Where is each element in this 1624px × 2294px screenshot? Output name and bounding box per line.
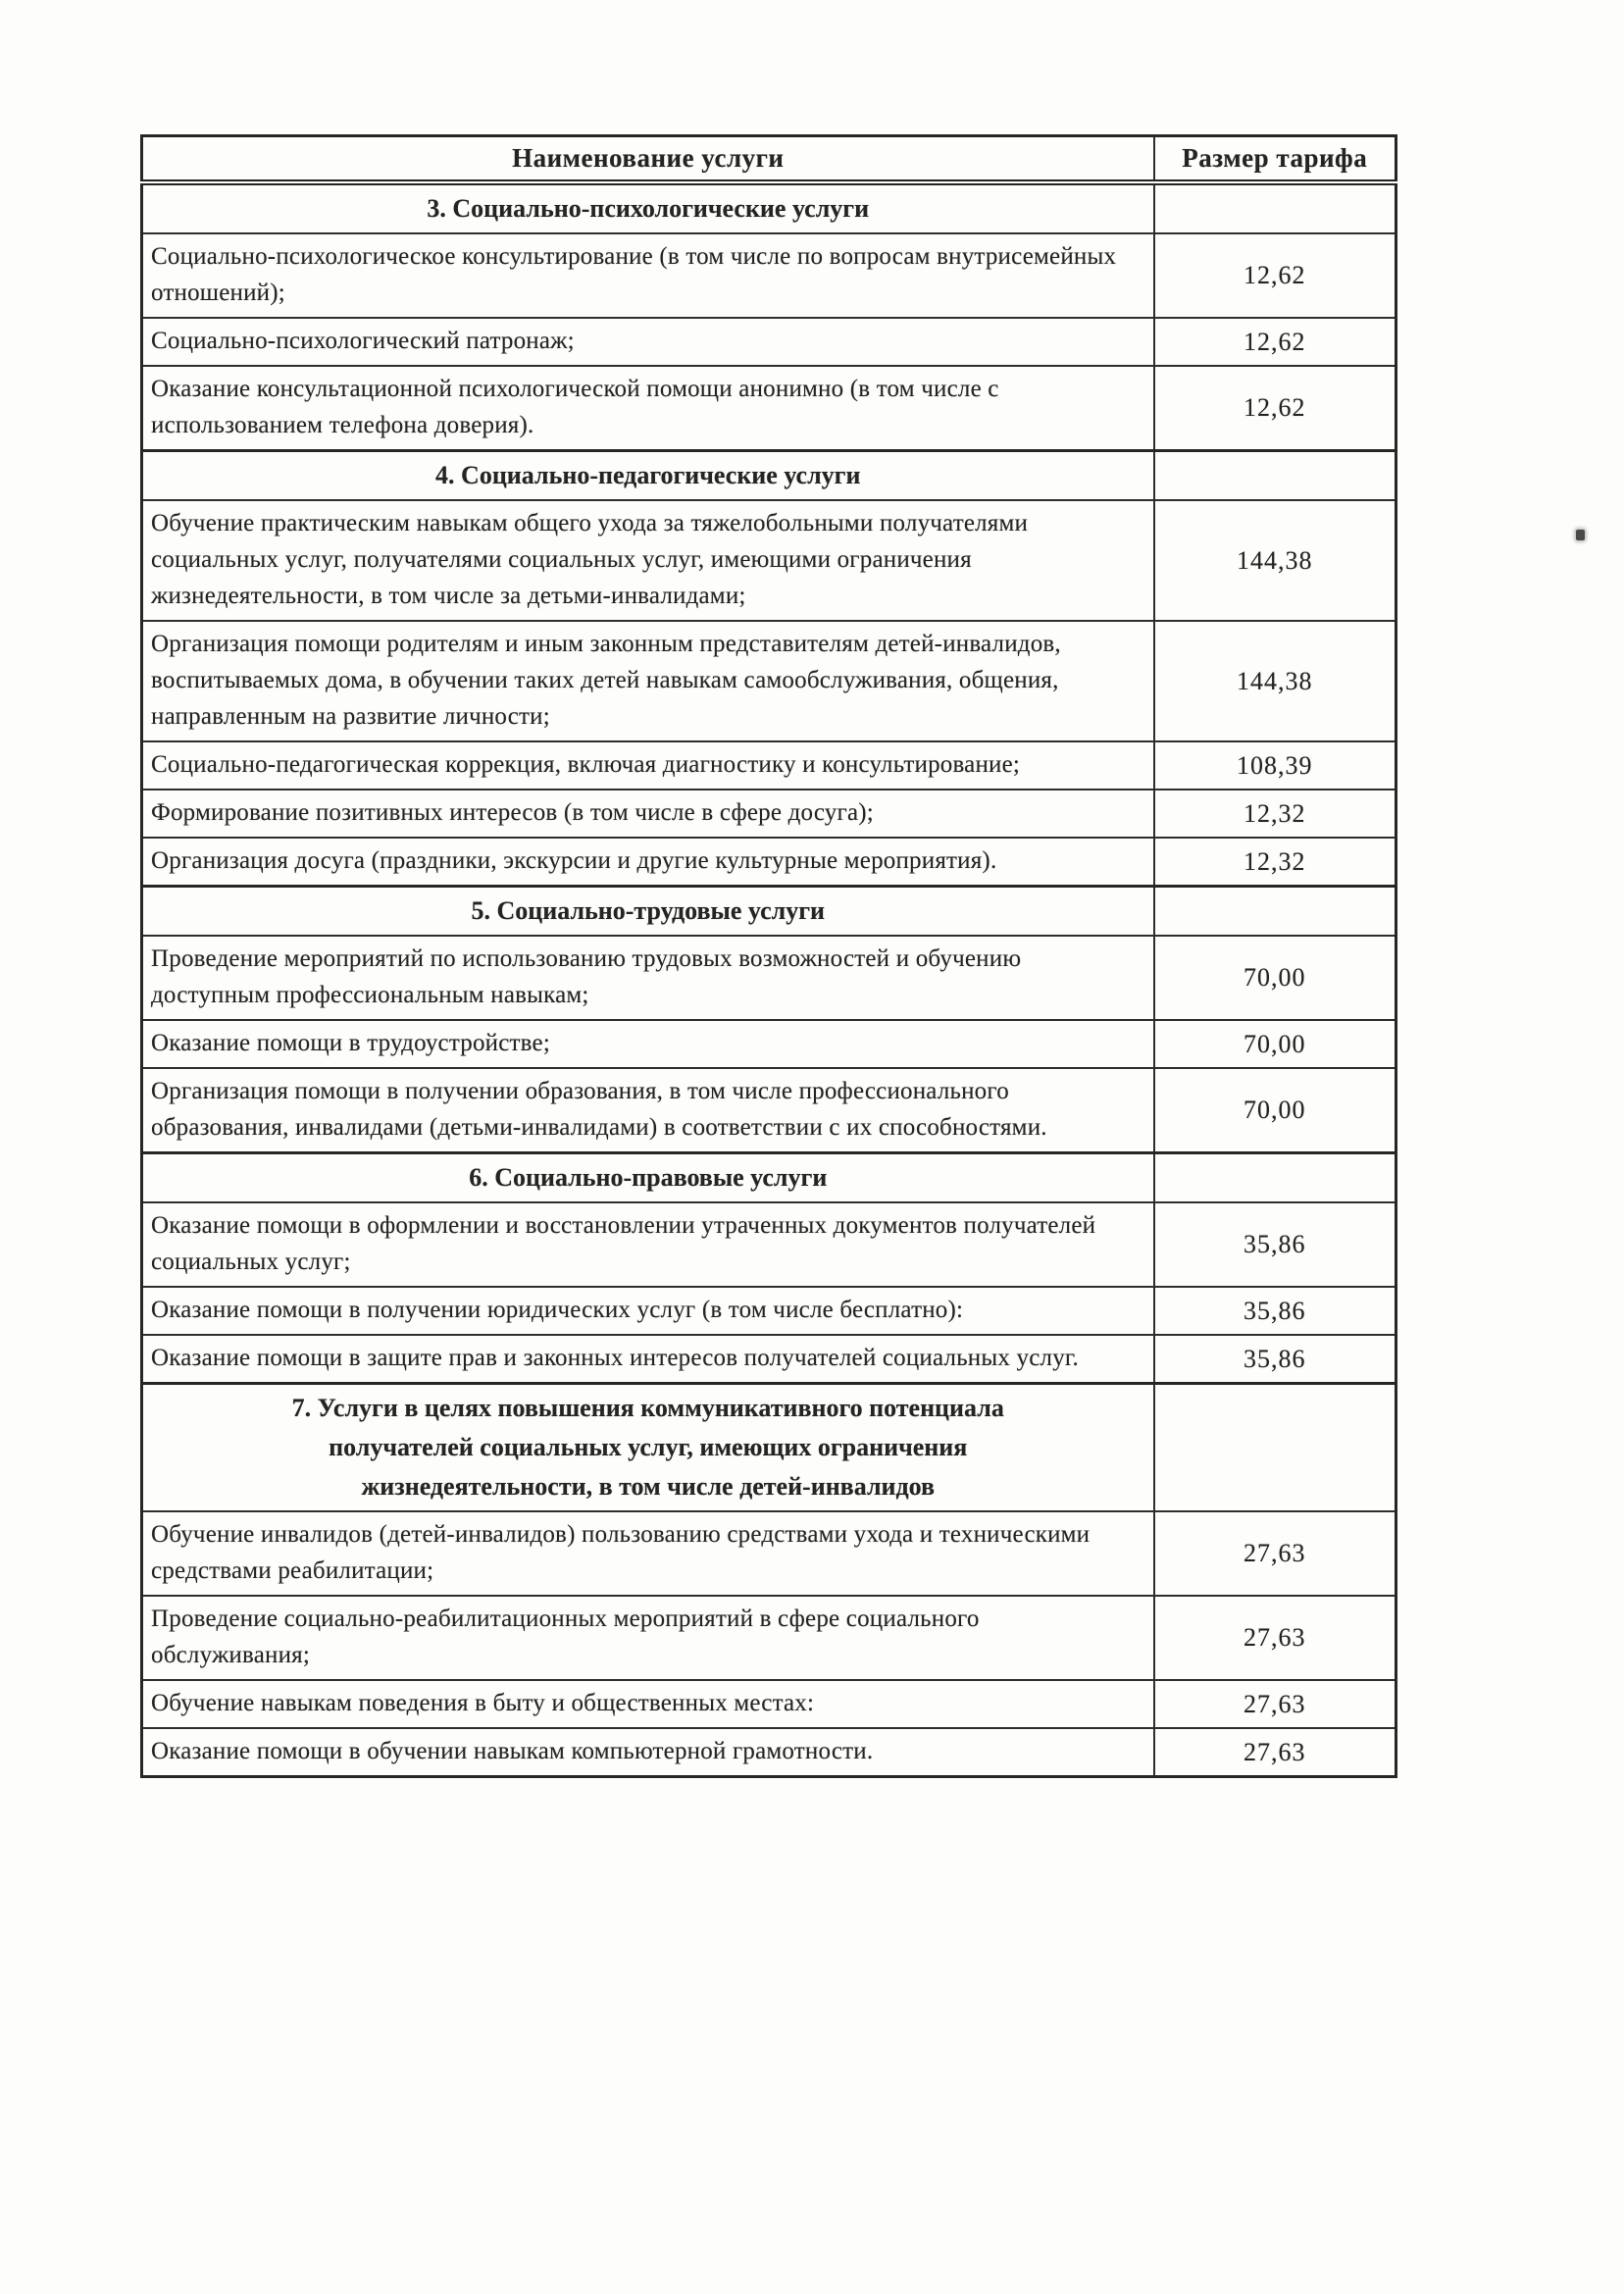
- section-title: 7. Услуги в целях повышения коммуникативного потенциала получателей социальных услуг, имеющих ограничения жизнедеятельности, в том числе детей-инвалидов: [142, 1384, 1154, 1512]
- column-header-service-name: Наименование услуги: [142, 136, 1154, 183]
- service-name-cell: Обучение навыкам поведения в быту и общественных местах:: [142, 1680, 1154, 1728]
- service-name-cell: Социально-психологическое консультирование (в том числе по вопросам внутрисемейных отношений);: [142, 233, 1154, 318]
- tariff-value-cell: 35,86: [1154, 1287, 1396, 1335]
- column-header-tariff-size: Размер тарифа: [1154, 136, 1396, 183]
- table-row: [142, 318, 1396, 366]
- tariff-value-cell: 35,86: [1154, 1335, 1396, 1384]
- tariff-value-cell: 35,86: [1154, 1202, 1396, 1287]
- table-row: [142, 790, 1396, 838]
- tariff-value-cell: 70,00: [1154, 936, 1396, 1020]
- section-header-row: [142, 451, 1396, 501]
- tariff-value-cell: 27,63: [1154, 1728, 1396, 1777]
- table-row: [142, 1728, 1396, 1777]
- tariff-value-cell: 12,62: [1154, 233, 1396, 318]
- table-row: [142, 500, 1396, 621]
- table-row: [142, 1680, 1396, 1728]
- section-title: 6. Социально-правовые услуги: [142, 1153, 1154, 1203]
- section-tariff-cell-empty: [1154, 182, 1396, 233]
- service-name-cell: Организация помощи родителям и иным законным представителям детей-инвалидов, воспитываемых дома, в обучении таких детей навыкам самообслуживания, общения, направленным на развитие личности;: [142, 621, 1154, 741]
- service-name-cell: Оказание помощи в обучении навыкам компьютерной грамотности.: [142, 1728, 1154, 1777]
- table-row: [142, 1335, 1396, 1384]
- section-tariff-cell-empty: [1154, 451, 1396, 501]
- section-title: 4. Социально-педагогические услуги: [142, 451, 1154, 501]
- tariff-value-cell: 70,00: [1154, 1020, 1396, 1068]
- service-name-cell: Обучение инвалидов (детей-инвалидов) пользованию средствами ухода и техническими средствами реабилитации;: [142, 1511, 1154, 1596]
- table-body: [142, 182, 1396, 1777]
- tariff-value-cell: 12,62: [1154, 318, 1396, 366]
- tariff-value-cell: 12,62: [1154, 366, 1396, 451]
- service-name-cell: Организация досуга (праздники, экскурсии и другие культурные мероприятия).: [142, 838, 1154, 887]
- service-name-cell: Оказание помощи в оформлении и восстановлении утраченных документов получателей социальных услуг;: [142, 1202, 1154, 1287]
- table-row: [142, 233, 1396, 318]
- section-header-row: [142, 887, 1396, 937]
- service-name-cell: Оказание помощи в трудоустройстве;: [142, 1020, 1154, 1068]
- table-row: [142, 1511, 1396, 1596]
- table-header-row: [142, 136, 1396, 183]
- tariff-value-cell: 27,63: [1154, 1680, 1396, 1728]
- section-header-row: [142, 1153, 1396, 1203]
- table-row: [142, 838, 1396, 887]
- section-tariff-cell-empty: [1154, 887, 1396, 937]
- tariff-value-cell: 12,32: [1154, 838, 1396, 887]
- service-name-cell: Проведение социально-реабилитационных мероприятий в сфере социального обслуживания;: [142, 1596, 1154, 1680]
- table-row: [142, 1020, 1396, 1068]
- table-row: [142, 1287, 1396, 1335]
- section-header-row: [142, 1384, 1396, 1512]
- tariff-value-cell: 144,38: [1154, 621, 1396, 741]
- tariff-value-cell: 70,00: [1154, 1068, 1396, 1153]
- service-name-cell: Оказание помощи в получении юридических услуг (в том числе бесплатно):: [142, 1287, 1154, 1335]
- table-row: [142, 621, 1396, 741]
- service-name-cell: Организация помощи в получении образования, в том числе профессионального образования, инвалидами (детьми-инвалидами) в соответствии с их способностями.: [142, 1068, 1154, 1153]
- tariff-value-cell: 144,38: [1154, 500, 1396, 621]
- section-tariff-cell-empty: [1154, 1384, 1396, 1512]
- table-row: [142, 936, 1396, 1020]
- service-name-cell: Социально-психологический патронаж;: [142, 318, 1154, 366]
- section-header-row: [142, 182, 1396, 233]
- section-title: 3. Социально-психологические услуги: [142, 182, 1154, 233]
- service-name-cell: Проведение мероприятий по использованию трудовых возможностей и обучению доступным профессиональным навыкам;: [142, 936, 1154, 1020]
- table-row: [142, 366, 1396, 451]
- tariff-value-cell: 12,32: [1154, 790, 1396, 838]
- tariff-value-cell: 27,63: [1154, 1596, 1396, 1680]
- service-name-cell: Социально-педагогическая коррекция, включая диагностику и консультирование;: [142, 741, 1154, 790]
- tariff-value-cell: 27,63: [1154, 1511, 1396, 1596]
- service-name-cell: Оказание помощи в защите прав и законных интересов получателей социальных услуг.: [142, 1335, 1154, 1384]
- table-row: [142, 1202, 1396, 1287]
- section-title: 5. Социально-трудовые услуги: [142, 887, 1154, 937]
- table-row: [142, 741, 1396, 790]
- table-row: [142, 1068, 1396, 1153]
- service-name-cell: Оказание консультационной психологической помощи анонимно (в том числе с использованием телефона доверия).: [142, 366, 1154, 451]
- section-tariff-cell-empty: [1154, 1153, 1396, 1203]
- scan-noise-speck: [1576, 530, 1585, 540]
- table-row: [142, 1596, 1396, 1680]
- service-name-cell: Формирование позитивных интересов (в том числе в сфере досуга);: [142, 790, 1154, 838]
- tariff-value-cell: 108,39: [1154, 741, 1396, 790]
- service-name-cell: Обучение практическим навыкам общего ухода за тяжелобольными получателями социальных услуг, получателями социальных услуг, имеющими ограничения жизнедеятельности, в том числе за детьми-инвалидами;: [142, 500, 1154, 621]
- tariff-table: [140, 134, 1397, 1778]
